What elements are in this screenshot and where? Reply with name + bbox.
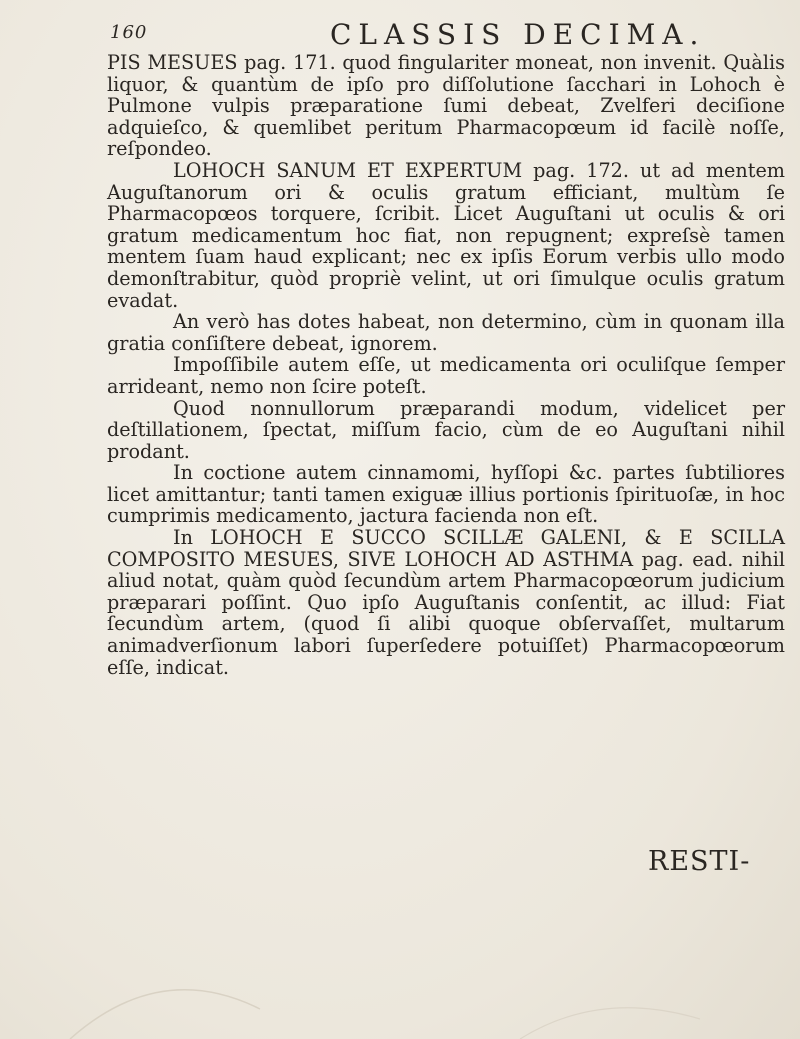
paragraph: LOHOCH SANUM ET EXPERTUM pag. 172. ut ad mentem Auguſtanorum ori & oculis gratum efficiant, multùm ſe Pharmacopœos torquere, ſcribit. Licet Auguſtani ut oculis & ori gratum medicamentum hoc fiat, non repugnent; expreſsè tamen mentem ſuam haud explicant; nec ex ipſis Eorum verbis ullo modo demonſtrabitur, quòd propriè velint, ut ori ſimulque oculis gratum evadat. xyxy=(107,158,785,312)
paragraph: PIS MESUES pag. 171. quod fingulariter moneat, non invenit. Quàlis liquor, & quantùm de ipſo pro diſſolutione ſacchari in Lohoch è Pulmone vulpis præparatione ſumi debeat, Zvelferi deciſione adquieſco, & quemlibet peritum Pharmacopœum id facilè noſſe, reſpondeo. xyxy=(107,51,785,161)
paragraph: Quod nonnullorum præparandi modum, videlicet per deſtillationem, ſpectat, miſſum facio, cùm de eo Auguſtani nihil prodant. xyxy=(107,396,785,463)
running-head: CLASSIS DECIMA. xyxy=(330,18,706,51)
paragraph: In LOHOCH E SUCCO SCILLÆ GALENI, & E SCILLA COMPOSITO MESUES, SIVE LOHOCH AD ASTHMA pag. ead. nihil aliud notat, quàm quòd ſecundùm artem Pharmacopœorum judicium præparari poſſint. Quo ipſo Auguſtanis conſentit, ac illud: Fiat ſecundùm artem, (quod ſi alibi quoque obſervaſſet, multarum animadverſionum labori ſuperſedere potuiſſet) Pharmacopœorum eſſe, indicat. xyxy=(107,526,785,679)
catchword: RESTI- xyxy=(648,846,751,877)
page-number: 160 xyxy=(110,22,148,43)
body-text xyxy=(107,52,785,678)
paragraph: Impoſſibile autem eſſe, ut medicamenta ori oculiſque ſemper arrideant, nemo non ſcire poteſt. xyxy=(107,353,785,398)
paragraph: In coctione autem cinnamomi, hyſſopi &c. partes ſubtiliores licet amittantur; tanti tamen exiguæ illius portionis ſpirituoſæ, in hoc cumprimis medicamento, jactura facienda non eſt. xyxy=(107,461,785,528)
paragraph: An verò has dotes habeat, non determino, cùm in quonam illa gratia conſiſtere debeat, ignorem. xyxy=(107,310,785,355)
